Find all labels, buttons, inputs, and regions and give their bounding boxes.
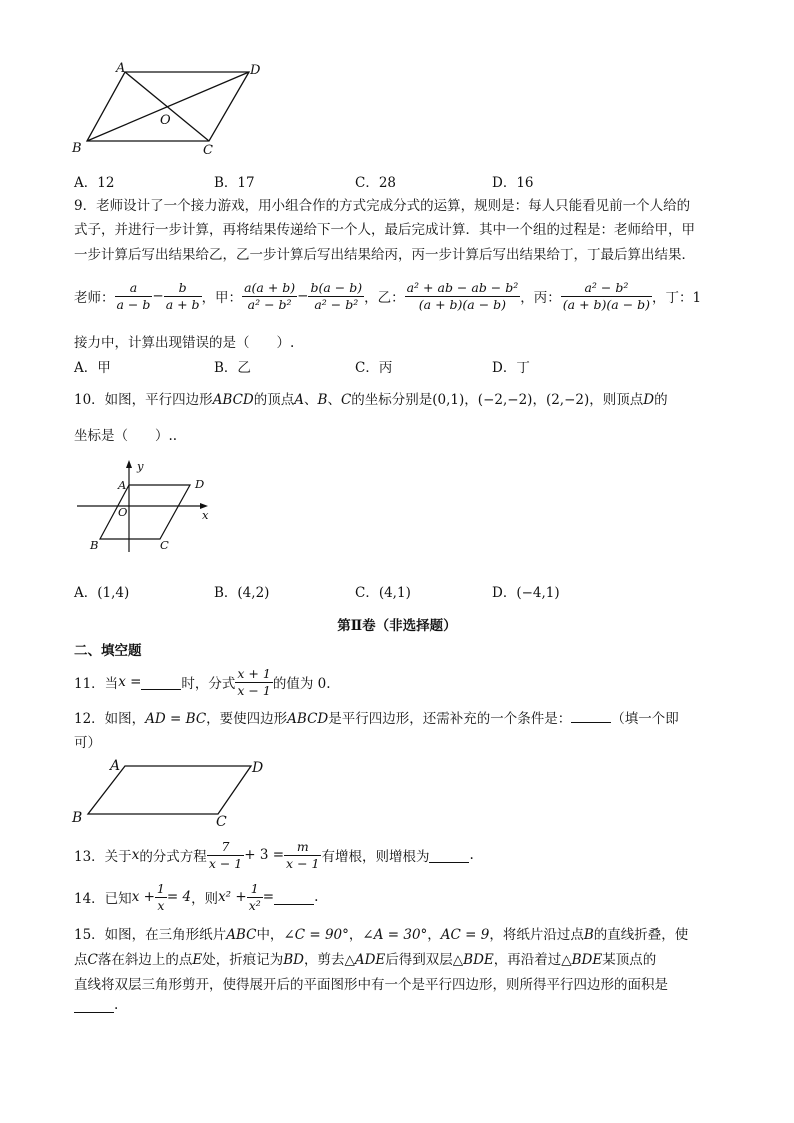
q9-teacher-frac2: $\frac{b}{a + b}$ xyxy=(165,279,200,312)
q10-comma-2: ， xyxy=(532,392,546,408)
q8-option-d[interactable]: D．16 xyxy=(492,175,534,191)
q11-answer-blank[interactable] xyxy=(141,675,181,690)
q10-option-c[interactable]: C．(4,1) xyxy=(355,585,411,601)
q15-line3: 直线将双层三角形剪开，使得展开后的平面图形中有一个是平行四边形，则所得平行四边形的面积是 xyxy=(74,977,668,993)
q9-option-d[interactable]: D．丁 xyxy=(492,360,530,376)
q14-fraction-1: $\frac{1}{x}$ xyxy=(156,880,165,913)
q9-yi-frac: $\frac{\text{a² + ab − ab − b²}}{(a + b)(a - b)}$ xyxy=(406,279,519,312)
q12-answer-blank[interactable] xyxy=(571,708,611,723)
q13-answer-blank[interactable] xyxy=(429,848,469,863)
q9-option-c[interactable]: C．丙 xyxy=(355,360,393,376)
q13: 13．关于 x 的分式方程 $\frac{7}{x - 1}$ + 3 = $\frac{m}{x - 1}$ 有增根，则增根为 . xyxy=(74,838,474,871)
q9-line3: 一步计算后写出结果给乙，乙一步计算后写出结果给丙，丙一步计算后写出结果给丁，丁最后算出结果． xyxy=(74,247,695,263)
q9-jia-frac1: $\frac{a(a + b)}{\text{a² − b²}}$ xyxy=(244,279,296,312)
q10-label-a: A xyxy=(118,478,127,492)
q9-question: 接力中，计算出现错误的是（ ）. xyxy=(74,335,295,351)
q9-option-a[interactable]: A．甲 xyxy=(74,360,111,376)
q10-label-b: B xyxy=(90,538,99,552)
q9-line2: 式子，并进行一步计算，再将结果传递给下一个人，最后完成计算．其中一个组的过程是：老师给甲，甲 xyxy=(74,222,695,238)
q11-fraction: $\frac{x + 1}{x - 1}$ xyxy=(237,665,271,698)
q10-label-y: y xyxy=(137,459,144,473)
q10-option-a[interactable]: A．(1,4) xyxy=(74,585,130,601)
q14-fraction-2: $\frac{1}{\text{x²}}$ xyxy=(248,880,261,913)
q9-yi-label: ，乙： xyxy=(364,290,405,306)
q8-label-o: O xyxy=(160,113,171,128)
q8-label-d: D xyxy=(250,63,261,78)
q9-option-b[interactable]: B．乙 xyxy=(214,360,251,376)
q10-line2: 坐标是（ ）.. xyxy=(74,428,178,444)
q10-label-x: x xyxy=(202,508,209,522)
q12-label-b: B xyxy=(72,810,83,826)
q8-label-b: B xyxy=(72,141,82,156)
q9-relay-line xyxy=(74,276,701,316)
q10-sep-2: 、 xyxy=(327,392,341,408)
q9-teacher-label: 老师： xyxy=(74,290,115,306)
q9-line1: 9．老师设计了一个接力游戏，用小组合作的方式完成分式的运算，规则是：每人只能看见前一个人给的 xyxy=(74,198,691,214)
q13-fraction-1: $\frac{7}{x - 1}$ xyxy=(208,838,243,871)
q15-answer-blank[interactable] xyxy=(74,998,114,1013)
q12-line2: 可） xyxy=(74,735,101,751)
q12-label-d: D xyxy=(252,760,264,776)
q10-option-b[interactable]: B．(4,2) xyxy=(214,585,270,601)
q12-figure xyxy=(66,752,276,832)
q9-jia-label: ，甲： xyxy=(201,290,243,306)
q9-bing-frac: $\frac{\text{a² − b²}}{(a + b)(a - b)}$ xyxy=(562,279,651,312)
q8-label-a: A xyxy=(116,61,126,76)
q8-option-c[interactable]: C．28 xyxy=(355,175,397,191)
q12-label-a: A xyxy=(110,758,121,774)
q9-teacher-frac1: $\frac{a}{a - b}$ xyxy=(116,279,151,312)
q9-jia-frac2: $\frac{b(a - b)}{\text{a² − b²}}$ xyxy=(310,279,363,312)
q13-fraction-2: $\frac{m}{x - 1}$ xyxy=(286,838,320,871)
q12-label-c: C xyxy=(216,814,227,830)
q8-figure xyxy=(66,60,276,160)
q10-label-o: O xyxy=(118,505,128,519)
section-heading: 二、填空题 xyxy=(74,643,142,659)
q8-option-a[interactable]: A．12 xyxy=(74,175,115,191)
q8-label-c: C xyxy=(203,143,213,158)
q14-answer-blank[interactable] xyxy=(274,890,314,905)
q10-option-d[interactable]: D．(−4,1) xyxy=(492,585,560,601)
q9-minus-2: − xyxy=(297,288,309,304)
q9-minus-1: − xyxy=(152,288,164,304)
q15-line1: 15．如图，在三角形纸片ABC中，∠C = 90°，∠A = 30°，AC = 9，将纸片沿过点B的直线折叠，使 xyxy=(74,927,689,943)
q10-label-d: D xyxy=(195,477,205,491)
q15-answer-line: . xyxy=(74,997,118,1013)
q10-line1: 10．如图，平行四边形ABCD的顶点A、B、C的坐标分别是(0,1)，(−2,−2)，(2,−2)，则顶点D的 xyxy=(74,392,668,408)
q15-line2: 点C落在斜边上的点E处，折痕记为BD，剪去△ADE后得到双层△BDE，再沿着过△BDE某顶点的 xyxy=(74,952,657,968)
q9-bing-label: ，丙： xyxy=(520,290,561,306)
q8-option-b[interactable]: B．17 xyxy=(214,175,255,191)
q14: 14．已知 x + $\frac{1}{x}$ = 4 ，则 x² + $\frac{1}{\text{x²}}$ = . xyxy=(74,880,319,913)
q9-ding-label: ，丁：1 xyxy=(652,290,702,306)
q12-line1: 12．如图，AD = BC，要使四边形ABCD是平行四边形，还需补充的一个条件是： （填一个即 xyxy=(74,707,679,727)
q10-label-c: C xyxy=(160,538,169,552)
q11: 11．当 x = 时，分式 $\frac{x + 1}{x - 1}$ 的值为 0. xyxy=(74,665,331,698)
section-title: 第Ⅱ卷（非选择题） xyxy=(337,618,457,634)
q10-figure xyxy=(74,456,224,556)
